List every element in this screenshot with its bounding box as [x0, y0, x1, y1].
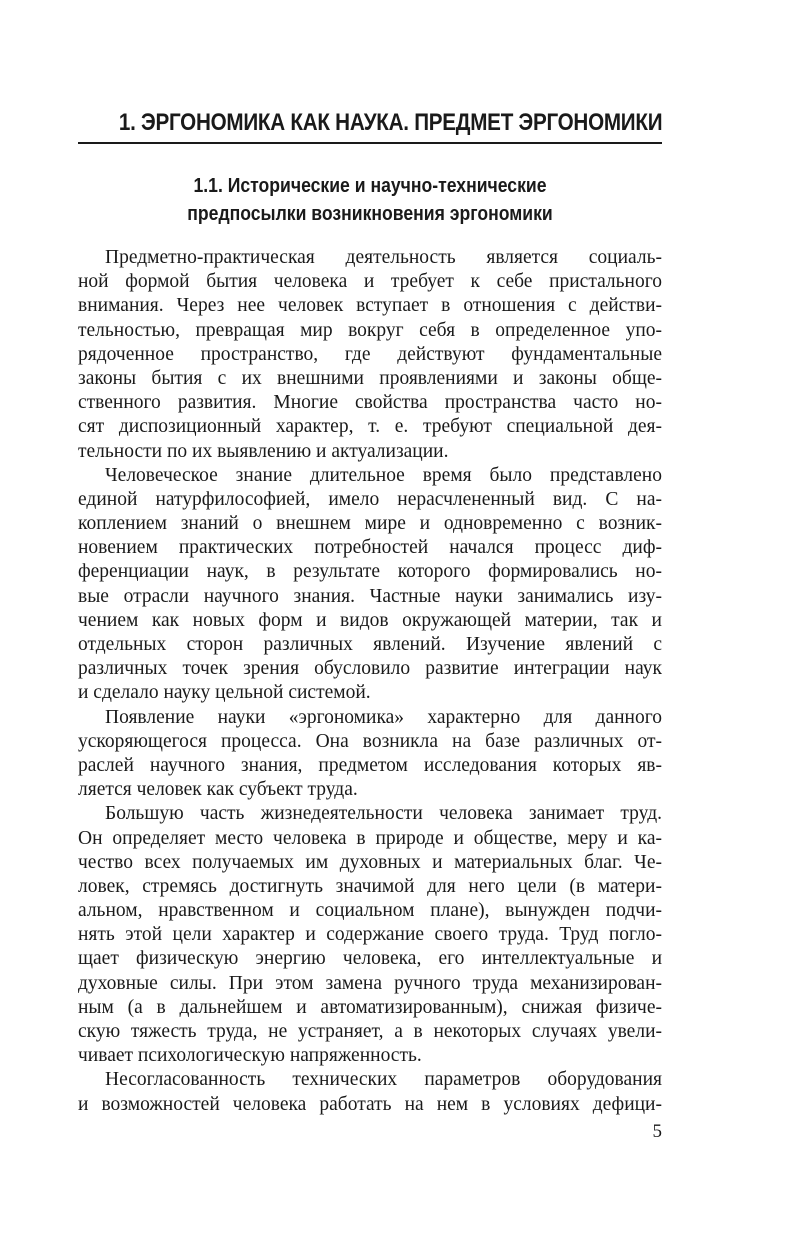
- text-line: сят диспозиционный характер, т. е. требуют специальной дея-: [78, 416, 662, 438]
- text-line: духовные силы. При этом замена ручного труда механизирован-: [78, 972, 662, 994]
- text-line: коплением знаний о внешнем мире и одновременно с возник-: [78, 513, 662, 535]
- text-line: тельностью, превращая мир вокруг себя в определенное упо-: [78, 319, 662, 341]
- text-line: и возможностей человека работать на нем в условиях дефици-: [78, 1093, 662, 1115]
- text-line: ловек, стремясь достигнуть значимой для него цели (в матери-: [78, 875, 662, 897]
- text-line: различных точек зрения обусловило развитие интеграции наук: [78, 658, 662, 680]
- text-line: Появление науки «эргономика» характерно для данного: [105, 706, 662, 728]
- text-line: Большую часть жизнедеятельности человека занимает труд.: [105, 803, 662, 825]
- paragraph-2: [78, 464, 662, 706]
- book-page: [78, 0, 662, 1241]
- text-line: щает физическую энергию человека, его интеллектуальные и: [78, 948, 662, 970]
- text-line: внимания. Через нее человек вступает в отношения с действи-: [78, 295, 662, 317]
- body-text: [78, 246, 662, 1117]
- text-line: Человеческое знание длительное время было представлено: [105, 464, 662, 486]
- text-line: ускоряющегося процесса. Она возникла на базе различных от-: [78, 730, 662, 752]
- text-line: чество всех получаемых им духовных и материальных благ. Че-: [78, 851, 662, 873]
- text-line: чивает психологическую напряженность.: [78, 1045, 422, 1067]
- section-title-line-2: предпосылки возникновения эргономики: [187, 203, 553, 225]
- text-line: Несогласованность технических параметров оборудования: [105, 1069, 662, 1091]
- text-line: законы бытия с их внешними проявлениями и законы обще-: [78, 367, 662, 389]
- chapter-title-rule: [78, 142, 662, 144]
- paragraph-1: [78, 246, 662, 464]
- text-line: Он определяет место человека в природе и обществе, меру и ка-: [78, 827, 662, 849]
- text-line: ной формой бытия человека и требует к себе пристального: [78, 271, 662, 293]
- text-line: тельности по их выявлению и актуализации.: [78, 440, 449, 462]
- text-line: раслей научного знания, предметом исследования которых яв-: [78, 754, 662, 776]
- paragraph-5: [78, 1068, 662, 1116]
- text-line: новением практических потребностей начался процесс диф-: [78, 537, 662, 559]
- text-line: ным (а в дальнейшем и автоматизированным), снижая физиче-: [78, 996, 662, 1018]
- paragraph-4: [78, 802, 662, 1068]
- text-line: скую тяжесть труда, не устраняет, а в некоторых случаях увели-: [78, 1021, 662, 1042]
- text-line: ственного развития. Многие свойства пространства часто но-: [78, 392, 662, 414]
- text-line: вые отрасли научного знания. Частные науки занимались изу-: [78, 585, 662, 607]
- text-line: альном, нравственном и социальном плане), вынужден подчи-: [78, 900, 662, 922]
- section-title: [78, 172, 662, 228]
- text-line: чением как новых форм и видов окружающей материи, так и: [78, 609, 662, 631]
- text-line: ляется человек как субъект труда.: [78, 779, 358, 801]
- chapter-title: 1. ЭРГОНОМИКА КАК НАУКА. ПРЕДМЕТ ЭРГОНОМИКИ: [118, 109, 663, 136]
- text-line: рядоченное пространство, где действуют фундаментальные: [78, 343, 662, 365]
- text-line: ференциации наук, в результате которого формировались но-: [78, 561, 662, 583]
- text-line: Предметно-практическая деятельность является социаль-: [105, 247, 662, 268]
- text-line: нять этой цели характер и содержание своего труда. Труд погло-: [78, 924, 662, 946]
- text-line: и сделало науку цельной системой.: [78, 682, 371, 704]
- page-number: 5: [652, 1121, 662, 1142]
- section-title-line-1: 1.1. Исторические и научно-технические: [193, 175, 547, 197]
- text-line: единой натурфилософией, имело нерасчлененный вид. С на-: [78, 488, 662, 510]
- text-line: отдельных сторон различных явлений. Изучение явлений с: [78, 634, 662, 655]
- paragraph-3: [78, 706, 662, 803]
